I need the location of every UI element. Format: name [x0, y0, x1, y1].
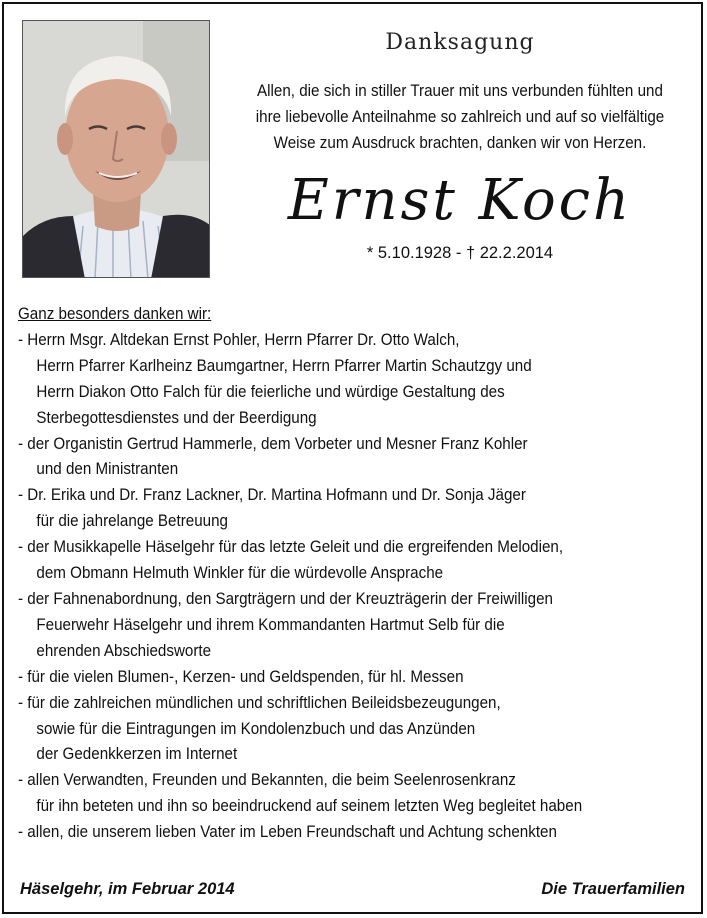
intro-line: ihre liebevolle Anteilnahme so zahlreich und auf so vielfältige [255, 108, 665, 126]
thanks-line: sowie für die Eintragungen im Kondolenzbuch und das Anzünden [36, 719, 476, 738]
signature: Die Trauerfamilien [541, 880, 685, 898]
thanks-line: Sterbegottesdienstes und der Beerdigung [36, 408, 317, 427]
deceased-name: Ernst Koch [287, 168, 633, 233]
intro-line: Allen, die sich in stiller Trauer mit uns verbunden fühlten und [257, 82, 663, 100]
notice-heading: Danksagung [385, 30, 535, 55]
thanks-line: und den Ministranten [36, 460, 179, 479]
thanks-line: Herrn Diakon Otto Falch für die feierliche und würdige Gestaltung des [36, 382, 505, 401]
thanks-list [18, 302, 644, 846]
thanks-line: Herrn Pfarrer Karlheinz Baumgartner, Herrn Pfarrer Martin Schautzgy und [36, 356, 532, 375]
thanks-title: Ganz besonders danken wir: [18, 305, 212, 323]
thanks-line: für ihn beteten und ihn so beeindruckend auf seinem letzten Weg begleitet haben [36, 797, 583, 816]
thanks-line: für die jahrelange Betreuung [36, 512, 228, 531]
intro-line: Weise zum Ausdruck brachten, danken wir von Herzen. [273, 134, 647, 152]
thanks-line: ehrenden Abschiedsworte [36, 641, 212, 660]
thanks-line: - Dr. Erika und Dr. Franz Lackner, Dr. Martina Hofmann und Dr. Sonja Jäger [18, 486, 526, 505]
thanks-line: der Gedenkkerzen im Internet [36, 745, 238, 764]
thanks-line: dem Obmann Helmuth Winkler für die würdevolle Ansprache [36, 564, 444, 583]
thanks-line: - für die zahlreichen mündlichen und schriftlichen Beileidsbezeugungen, [18, 693, 501, 712]
life-dates: * 5.10.1928 - † 22.2.2014 [366, 244, 554, 262]
thanks-line: - Herrn Msgr. Altdekan Ernst Pohler, Herrn Pfarrer Dr. Otto Walch, [18, 330, 460, 349]
thanks-line: - allen, die unserem lieben Vater im Leben Freundschaft und Achtung schenkten [18, 823, 557, 842]
thanks-line: - der Organistin Gertrud Hammerle, dem Vorbeter und Mesner Franz Kohler [18, 434, 528, 453]
thanks-line: - der Fahnenabordnung, den Sargträgern und der Kreuzträgerin der Freiwilligen [18, 589, 553, 608]
thanks-line: - der Musikkapelle Häselgehr für das letzte Geleit und die ergreifenden Melodien, [18, 538, 564, 557]
portrait-photo [22, 20, 210, 278]
thanks-line: - für die vielen Blumen-, Kerzen- und Geldspenden, für hl. Messen [18, 667, 464, 686]
place-date: Häselgehr, im Februar 2014 [20, 880, 235, 898]
intro-text [248, 78, 671, 156]
thanks-line: Feuerwehr Häselgehr und ihrem Kommandanten Hartmut Selb für die [36, 615, 505, 634]
thanks-line: - allen Verwandten, Freunden und Bekannten, die beim Seelenrosenkranz [18, 771, 516, 790]
